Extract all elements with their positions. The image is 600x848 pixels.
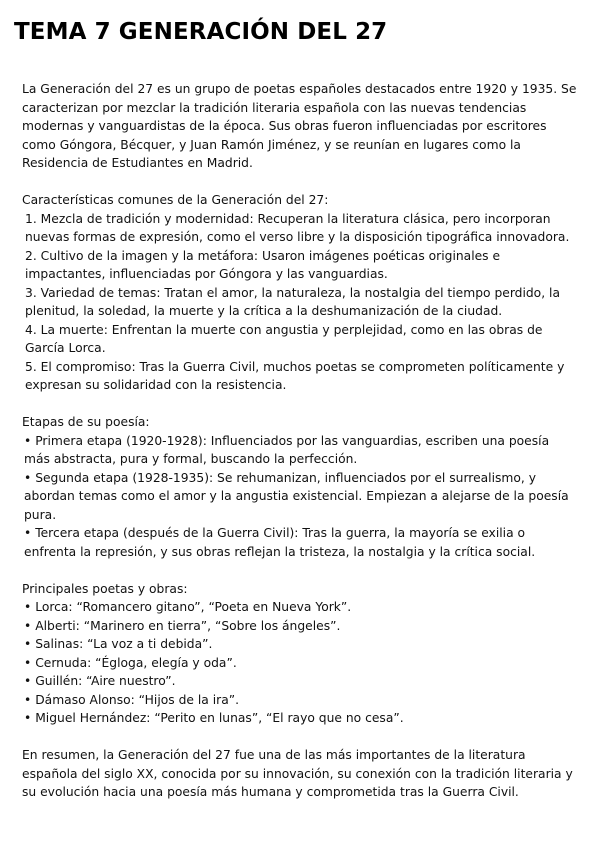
list-item-text: Miguel Hernández: “Perito en lunas”, “El rayo que no cesa”.	[35, 711, 404, 725]
list-item-text: Cernuda: “Égloga, elegía y oda”.	[35, 655, 237, 670]
poets-heading: Principales poetas y obras:	[22, 581, 188, 596]
list-item-text: Segunda etapa (1928-1935): Se rehumanizan, influenciados por el surrealismo, y abordan temas como el amor y la angustia existencial. Empiezan a alejarse de la poesía pura.	[24, 470, 569, 522]
list-item	[22, 691, 578, 710]
bullet-icon: •	[24, 470, 32, 485]
list-item: 3. Variedad de temas: Tratan el amor, la naturaleza, la nostalgia del tiempo perdido, la plenitud, la soledad, la muerte y la crítica a la deshumanización de la ciudad.	[25, 285, 560, 318]
list-item: 1. Mezcla de tradición y modernidad: Recuperan la literatura clásica, pero incorporan nuevas formas de expresión, como el verso libre y la disposición tipográfica innovadora.	[25, 211, 570, 244]
bullet-icon: •	[24, 526, 32, 540]
bullet-icon: •	[24, 692, 32, 707]
list-item	[22, 672, 578, 691]
bullet-icon: •	[24, 600, 32, 614]
bullet-icon: •	[24, 674, 32, 688]
list-item-text: Tercera etapa (después de la Guerra Civil): Tras la guerra, la mayoría se exilia o enfrenta la represión, y sus obras reflejan la tristeza, la nostalgia y la crítica social.	[24, 526, 536, 559]
list-item-text: Primera etapa (1920-1928): Influenciados por las vanguardias, escriben una poesía más abstracta, pura y formal, buscando la perfección.	[24, 433, 550, 466]
list-item	[22, 432, 578, 469]
list-item	[22, 617, 578, 636]
document-body	[22, 80, 578, 802]
bullet-icon: •	[24, 711, 32, 725]
poets-section	[22, 580, 578, 728]
list-item-text: Lorca: “Romancero gitano”, “Poeta en Nueva York”.	[35, 600, 352, 614]
bullet-icon: •	[24, 637, 32, 651]
list-item-text: Alberti: “Marinero en tierra”, “Sobre los ángeles”.	[35, 618, 341, 633]
list-item	[22, 469, 578, 525]
stages-section	[22, 413, 578, 561]
intro-paragraph: La Generación del 27 es un grupo de poetas españoles destacados entre 1920 y 1935. Se caracterizan por mezclar la tradición literaria española con las nuevas tendencias modernas y vanguardistas de la época. Sus obras fueron influenciadas por escritores como Góngora, Bécquer, y Juan Ramón Jiménez, y se reunían en lugares como la Residencia de Estudiantes en Madrid.	[22, 82, 577, 170]
list-item: 2. Cultivo de la imagen y la metáfora: Usaron imágenes poéticas originales e impactantes, influenciadas por Góngora y las vanguardias.	[25, 248, 501, 281]
list-item	[22, 635, 578, 654]
conclusion-paragraph: En resumen, la Generación del 27 fue una de las más importantes de la literatura española del siglo XX, conocida por su innovación, su conexión con la tradición literaria y su evolución hacia una poesía más humana y comprometida tras la Guerra Civil.	[22, 748, 573, 799]
list-item	[22, 598, 578, 617]
list-item: 5. El compromiso: Tras la Guerra Civil, muchos poetas se comprometen políticamente y expresan su solidaridad con la resistencia.	[25, 359, 565, 392]
list-item-text: Salinas: “La voz a ti debida”.	[35, 637, 213, 651]
list-item: 4. La muerte: Enfrentan la muerte con angustia y perplejidad, como en las obras de García Lorca.	[25, 322, 543, 355]
list-item	[22, 524, 578, 561]
list-item-text: Dámaso Alonso: “Hijos de la ira”.	[35, 692, 240, 707]
list-item	[22, 709, 578, 728]
list-item-text: Guillén: “Aire nuestro”.	[35, 674, 176, 688]
characteristics-heading: Características comunes de la Generación del 27:	[22, 193, 329, 207]
bullet-icon: •	[24, 618, 32, 633]
bullet-icon: •	[24, 655, 32, 670]
bullet-icon: •	[24, 433, 32, 448]
stages-heading: Etapas de su poesía:	[22, 415, 150, 429]
characteristics-section	[22, 191, 578, 395]
page-title: TEMA 7 GENERACIÓN DEL 27	[14, 19, 388, 45]
list-item	[22, 654, 578, 673]
